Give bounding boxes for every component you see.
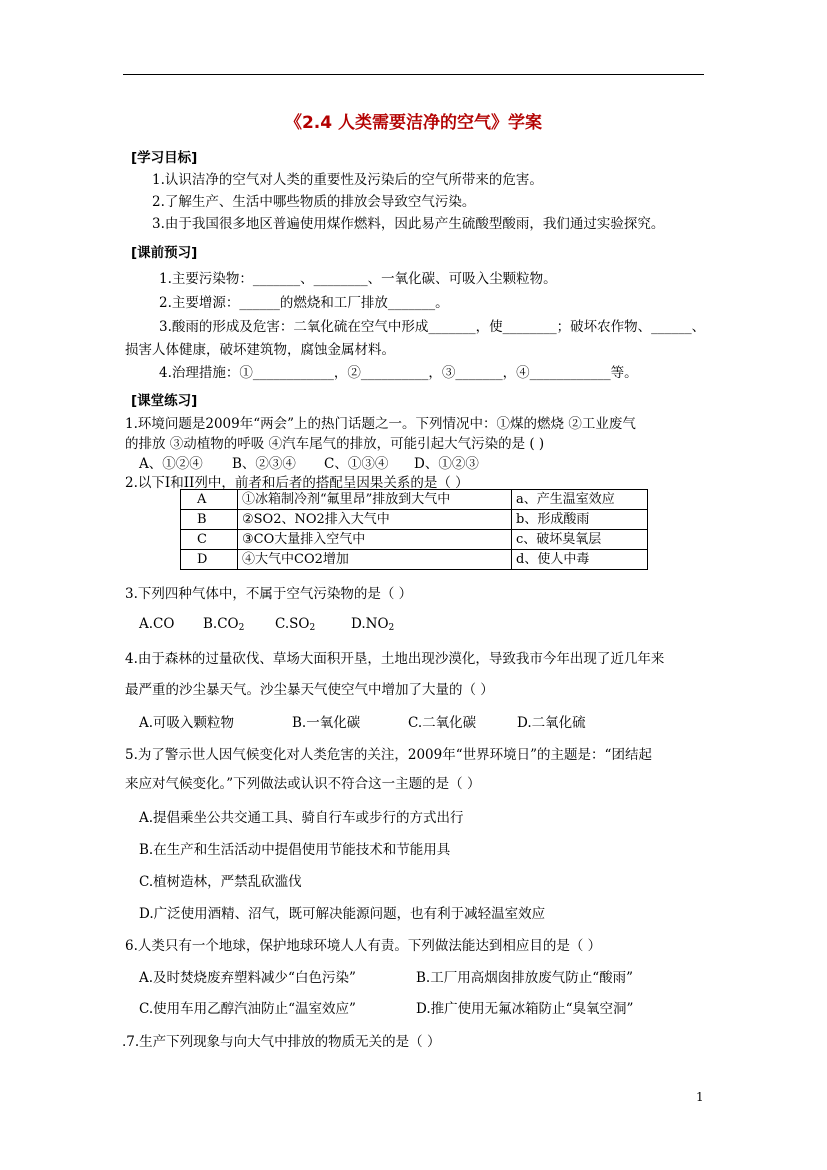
preview-item: 2.主要增源：______的燃烧和工厂排放_______。 bbox=[159, 295, 449, 311]
question-3: 3.下列四种气体中，不属于空气污染物的是（ ） bbox=[125, 586, 413, 602]
table-cell: c、破坏臭氧层 bbox=[512, 530, 648, 550]
preview-item: 3.酸雨的形成及危害：二氧化硫在空气中形成_______，使________；破坏农作物、______、 bbox=[159, 319, 706, 335]
table-cell: b、形成酸雨 bbox=[512, 510, 648, 530]
table-cell: D bbox=[181, 550, 238, 570]
question-1-option: C、①③④ bbox=[324, 456, 389, 472]
question-6-option: A.及时焚烧废弃塑料减少“白色污染” bbox=[139, 970, 356, 986]
table-cell: a、产生温室效应 bbox=[512, 490, 648, 510]
table-cell: ③CO大量排入空气中 bbox=[238, 530, 512, 550]
question-5-option: D.广泛使用酒精、沼气，既可解决能源问题，也有利于减轻温室效应 bbox=[139, 906, 546, 922]
question-5-option: B.在生产和生活活动中提倡使用节能技术和节能用具 bbox=[139, 842, 451, 858]
subscript: 2 bbox=[238, 623, 245, 633]
question-5-line: 来应对气候变化。”下列做法或认识不符合这一主题的是（ ） bbox=[125, 776, 481, 792]
table-cell: ④大气中CO2增加 bbox=[238, 550, 512, 570]
question-4-option: D.二氧化硫 bbox=[517, 715, 586, 731]
question-6-option: B.工厂用高烟囱排放废气防止“酸雨” bbox=[416, 970, 634, 986]
table-cell: B bbox=[181, 510, 238, 530]
section-heading-goals: [学习目标] bbox=[131, 150, 198, 166]
question-5-line: 5.为了警示世人因气候变化对人类危害的关注，2009年“世界环境日”的主题是：“团结起 bbox=[125, 747, 652, 763]
header-rule bbox=[123, 74, 704, 75]
question-5-option: C.植树造林，严禁乱砍滥伐 bbox=[139, 874, 302, 890]
option-text: D.NO bbox=[351, 616, 389, 632]
question-1-line: 的排放 ③动植物的呼吸 ④汽车尾气的排放，可能引起大气污染的是 ( ) bbox=[125, 436, 545, 452]
goal-item: 2.了解生产、生活中哪些物质的排放会导致空气污染。 bbox=[152, 194, 476, 210]
table-row bbox=[181, 530, 648, 550]
question-4-option: C.二氧化碳 bbox=[408, 715, 477, 731]
question-4-line: 4.由于森林的过量砍伐、草场大面积开垦，土地出现沙漠化，导致我市今年出现了近几年来 bbox=[125, 651, 665, 667]
option-text: B.CO bbox=[203, 616, 239, 632]
table-cell: ①冰箱制冷剂“氟里昂”排放到大气中 bbox=[238, 490, 512, 510]
question-3-option bbox=[275, 616, 315, 633]
subscript: 2 bbox=[388, 623, 395, 633]
question-3-option: A.CO bbox=[139, 616, 175, 632]
section-heading-practice: [课堂练习] bbox=[131, 393, 198, 409]
question-1-option: D、①②③ bbox=[414, 456, 479, 472]
question-4-option: B.一氧化碳 bbox=[292, 715, 361, 731]
table-cell: A bbox=[181, 490, 238, 510]
table-cell: ②SO2、NO2排入大气中 bbox=[238, 510, 512, 530]
question-1-option: A、①②④ bbox=[139, 456, 203, 472]
question-1-option: B、②③④ bbox=[232, 456, 296, 472]
question-3-option bbox=[351, 616, 394, 633]
table-row bbox=[181, 490, 648, 510]
table-row bbox=[181, 510, 648, 530]
goal-item: 1.认识洁净的空气对人类的重要性及污染后的空气所带来的危害。 bbox=[152, 172, 543, 188]
question-4-option: A.可吸入颗粒物 bbox=[139, 715, 235, 731]
section-heading-preview: [课前预习] bbox=[131, 245, 198, 261]
question-1-line: 1.环境问题是2009年“两会”上的热门话题之一。下列情况中：①煤的燃烧 ②工业废气 bbox=[125, 416, 636, 432]
question-6: 6.人类只有一个地球，保护地球环境人人有责。下列做法能达到相应目的是（ ） bbox=[125, 938, 602, 954]
preview-item: 1.主要污染物：_______、________、一氧化碳、可吸入尘颗粒物。 bbox=[159, 271, 557, 287]
table-cell: d、使人中毒 bbox=[512, 550, 648, 570]
preview-item: 4.治理措施：①____________，②__________，③_______，④____________等。 bbox=[159, 365, 638, 381]
subscript: 2 bbox=[309, 623, 316, 633]
question-4-line: 最严重的沙尘暴天气。沙尘暴天气使空气中增加了大量的（ ） bbox=[125, 682, 494, 698]
option-text: C.SO bbox=[275, 616, 310, 632]
question-6-option: D.推广使用无氟冰箱防止“臭氧空洞” bbox=[416, 1001, 634, 1017]
table-cell: C bbox=[181, 530, 238, 550]
preview-item-continued: 损害人体健康，破坏建筑物，腐蚀金属材料。 bbox=[125, 342, 395, 358]
matching-table bbox=[180, 489, 648, 570]
document-title: 《2.4 人类需要洁净的空气》学案 bbox=[284, 113, 543, 133]
question-3-option bbox=[203, 616, 244, 633]
question-7: .7.生产下列现象与向大气中排放的物质无关的是（ ） bbox=[122, 1034, 441, 1050]
goal-item: 3.由于我国很多地区普遍使用煤作燃料，因此易产生硫酸型酸雨，我们通过实验探究。 bbox=[152, 216, 665, 232]
question-5-option: A.提倡乘坐公共交通工具、骑自行车或步行的方式出行 bbox=[139, 810, 464, 826]
table-row bbox=[181, 550, 648, 570]
question-2: 2.以下I和II列中，前者和后者的搭配呈因果关系的是（ ） bbox=[125, 475, 469, 491]
question-6-option: C.使用车用乙醇汽油防止“温室效应” bbox=[139, 1001, 356, 1017]
page-number: 1 bbox=[696, 1090, 704, 1104]
